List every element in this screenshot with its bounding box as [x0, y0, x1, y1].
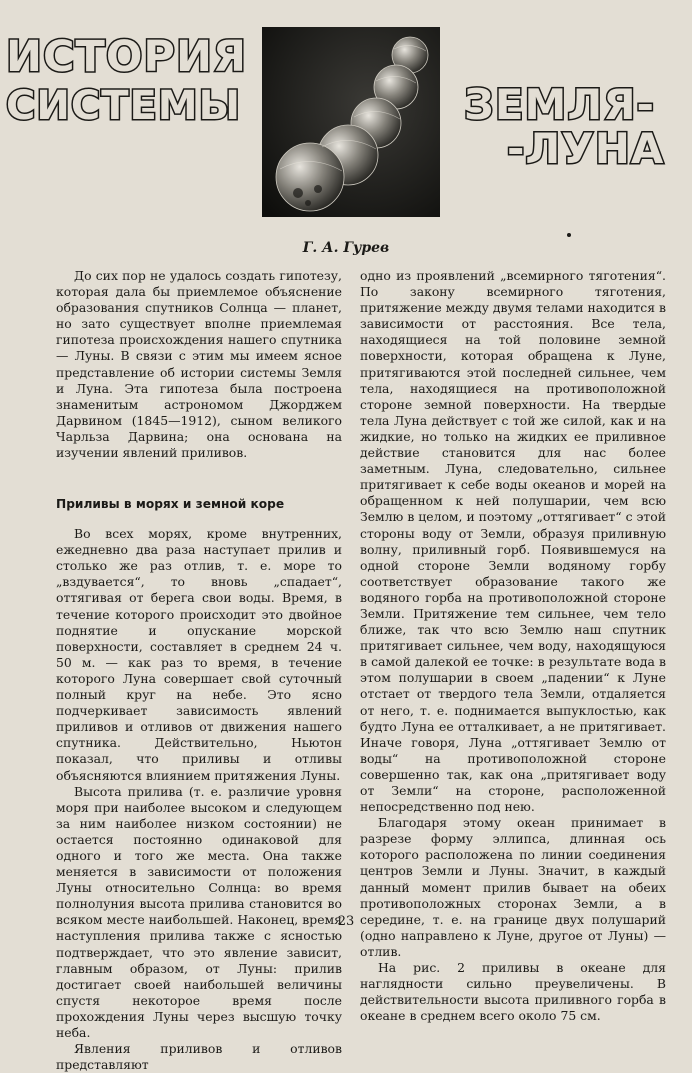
- title-line-1: ИСТОРИЯ: [6, 32, 248, 82]
- moon-phases-illustration: [262, 27, 440, 217]
- left-column: [56, 268, 342, 461]
- body-paragraph: Высота прилива (т. е. различие уровня моря при наиболее высоком и следующем за ним наиболее низком состоянии) не остается постоянно одинаковой для одного и того же места. Она также меняется в зависимости от положения Луны относительно Солнца: во время полнолуния высота прилива становится во всяком месте наибольшей. Наконец, время наступления прилива также с ясностью подтверждает, что это явление зависит, главным образом, от Луны: прилив достигает своей наибольшей величины спустя некоторое время после прохождения Луны через высшую точку неба.: [56, 783, 342, 1040]
- right-column: [360, 268, 666, 1024]
- title-line-2: СИСТЕМЫ: [6, 83, 242, 129]
- title-line-3: ЗЕМЛЯ-: [464, 80, 655, 129]
- author-byline: Г. А. Гурев: [302, 240, 390, 256]
- body-paragraph: Явления приливов и отливов представляют: [56, 1041, 342, 1073]
- body-paragraph: Благодаря этому океан принимает в разрезе форму эллипса, длинная ось которого расположена по линии соединения центров Земли и Луны. Значит, в каждый данный момент прилив бывает на обеих противоположных сторонах Земли, а в середине, т. е. на границе двух полушарий (одно направлено к Луне, другое от Луны) — отлив.: [360, 815, 666, 959]
- title-line-4: -ЛУНА: [507, 124, 665, 173]
- page-number: 23: [337, 914, 355, 929]
- ink-dot: [567, 233, 571, 237]
- left-section: [56, 496, 342, 1073]
- body-paragraph: одно из проявлений „всемирного тяготения“. По закону всемирного тяготения, притяжение между двумя телами находится в зависимости от расстояния. Все тела, находящиеся на той половине земной поверхности, которая обращена к Луне, притягиваются этой последней сильнее, чем тела, находящиеся на противоположной стороне земной поверхности. На твердые тела Луна действует с той же силой, как и на жидкие, но только на жидких ее приливное действие становится для нас более заметным. Луна, следовательно, сильнее притягивает к себе воды океанов и морей на обращенном к ней полушарии, чем всю Землю в целом, и поэтому „оттягивает“ с этой стороны воду от Земли, образуя приливную волну, приливный горб. Появившемуся на одной стороне Земли водяному горбу соответствует образование такого же водяного горба на противоположной стороне Земли. Притяжение тем сильнее, чем тело ближе, так что всю Землю наш спутник притягивает сильнее, чем воду, находящуюся в самой далекой ее точке: в результате вода в этом полушарии в своем „падении“ к Луне отстает от твердого тела Земли, отдаляется от него, т. е. поднимается выпуклостью, как будто Луна ее отталкивает, а не притягивает. Иначе говоря, Луна „оттягивает Землю от воды“ на противоположной стороне совершенно так, как она „притягивает воду от Земли“ на стороне, расположенной непосредственно под нею.: [360, 268, 666, 815]
- intro-paragraph: До сих пор не удалось создать гипотезу, которая дала бы приемлемое объяснение образования спутников Солнца — планет, но зато существует вполне приемлемая гипотеза происхождения нашего спутника — Луны. В связи с этим мы имеем ясное представление об истории системы Земля и Луна. Эта гипотеза была построена знаменитым астрономом Джорджем Дарвином (1845—1912), сыном великого Чарльза Дарвина; она основана на изучении явлений приливов.: [56, 268, 342, 461]
- body-paragraph: Во всех морях, кроме внутренних, ежедневно два раза наступает прилив и столько же раз отлив, т. е. море то „вздувается“, то вновь „спадает“, оттягивая от берега свои воды. Время, в течение которого происходит это двойное поднятие и опускание морской поверхности, составляет в среднем 24 ч. 50 м. — как раз то время, в течение которого Луна совершает свой суточный полный круг на небе. Это ясно подчеркивает зависимость явлений приливов и отливов от движения нашего спутника. Действительно, Ньютон показал, что приливы и отливы объясняются влиянием притяжения Луны.: [56, 526, 342, 783]
- body-paragraph: На рис. 2 приливы в океане для наглядности сильно преувеличены. В действительности высота приливного горба в океане в среднем всего около 75 см.: [360, 960, 666, 1024]
- section-heading: Приливы в морях и земной коре: [56, 497, 285, 511]
